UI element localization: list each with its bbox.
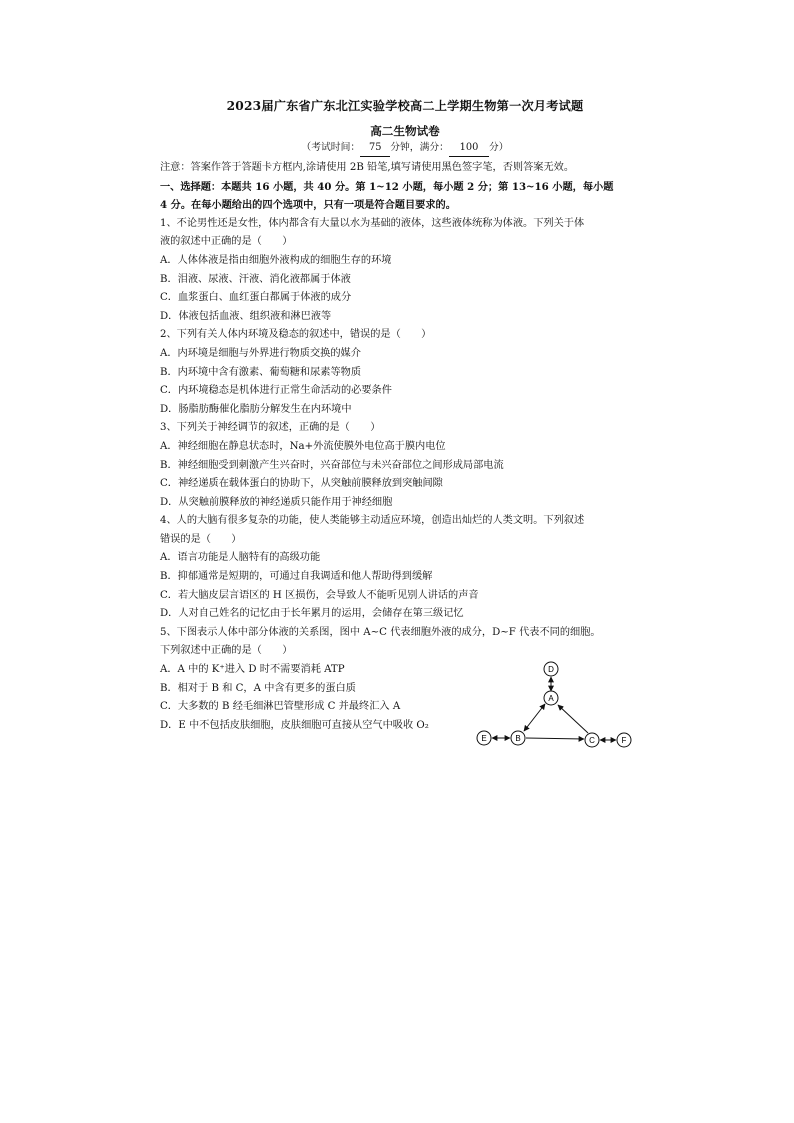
svg-text:E: E [481,734,487,744]
node-a [544,691,558,705]
exam-score-value: 100 [449,140,489,157]
option-d: D．从突触前膜释放的神经递质只能作用于神经细胞 [160,496,393,508]
arrow-c-a [558,705,588,733]
exam-info [160,140,650,157]
arrow-b-c [526,738,584,739]
section1-line2: 4 分。在每小题给出的四个选项中，只有一项是符合题目要求的。 [160,199,456,212]
option-a: A．神经细胞在静息状态时，Na+外流使膜外电位高于膜内电位 [160,440,446,452]
node-d [544,662,558,676]
node-b [511,731,525,745]
question-1 [160,215,650,327]
option-a: A．人体体液是指由细胞外液构成的细胞生存的环境 [160,254,392,266]
question-stem-line: 错误的是（ ） [160,533,242,545]
question-4 [160,512,650,624]
svg-text:F: F [621,736,627,746]
svg-text:D: D [548,665,554,675]
option-d: D．E 中不包括皮肤细胞，皮肤细胞可直接从空气中吸收 O₂ [160,719,429,731]
option-d: D．体液包括血液、组织液和淋巴液等 [160,310,332,322]
exam-info-prefix: （考试时间： [301,142,361,153]
exam-content [160,96,650,746]
option-a: A．内环境是细胞与外界进行物质交换的媒介 [160,347,361,359]
question-stem-line: 下列叙述中正确的是（ ） [160,645,293,657]
paper-subtitle: 高二生物试卷 [370,124,440,138]
section1-line1: 一、选择题：本题共 16 小题，共 40 分。第 1~12 小题，每小题 2 分；第 13~16 小题，每小题 [160,180,614,193]
option-b: B．泪液、尿液、汗液、消化液都属于体液 [160,273,351,285]
body-fluid-diagram [476,661,634,753]
option-b: B．内环境中含有激素、葡萄糖和尿素等物质 [160,366,362,378]
option-b: B．抑郁通常是短期的，可通过自我调适和他人帮助得到缓解 [160,571,433,583]
option-c: C．内环境稳态是机体进行正常生命活动的必要条件 [160,385,392,397]
question-stem-line: 4、人的大脑有很多复杂的功能，使人类能够主动适应环境，创造出灿烂的人类文明。下列叙述 [160,515,585,527]
option-c: C．若大脑皮层言语区的 H 区损伤，会导致人不能听见别人讲话的声音 [160,589,479,601]
exam-info-suffix: 分） [488,142,509,153]
exam-info-mid: 分钟，满分： [390,142,449,153]
option-d: D．肠脂肪酶催化脂肪分解发生在内环境中 [160,403,352,415]
option-c: C．神经递质在载体蛋白的协助下，从突触前膜释放到突触间隙 [160,478,443,490]
question-stem-line: 液的叙述中正确的是（ ） [160,236,293,248]
svg-text:C: C [589,736,595,746]
question-3 [160,419,650,512]
node-e [477,731,491,745]
node-c [585,733,599,747]
exam-title: 2023届广东省广东北江实验学校高二上学期生物第一次月考试题 [226,99,584,113]
arrow-a-b [524,704,545,731]
option-b: B．相对于 B 和 C，A 中含有更多的蛋白质 [160,682,356,694]
question-stem-line: 5、下图表示人体中部分体液的关系图，图中 A~C 代表细胞外液的成分，D~F 代表不同的细胞。 [160,626,601,638]
option-d: D．人对自己姓名的记忆由于长年累月的运用，会储存在第三级记忆 [160,608,464,620]
option-c: C．大多数的 B 经毛细淋巴管壁形成 C 并最终汇入 A [160,701,401,713]
option-a: A．A 中的 K⁺进入 D 时不需要消耗 ATP [160,664,345,676]
question-5 [160,624,650,746]
svg-text:B: B [515,734,521,744]
question-stem-line: 3、下列关于神经调节的叙述，正确的是（ ） [160,422,381,434]
option-a: A．语言功能是人脑特有的高级功能 [160,552,321,564]
question-2 [160,326,650,419]
question-5-body [160,661,650,746]
svg-text:A: A [548,694,554,704]
option-b: B．神经细胞受到刺激产生兴奋时，兴奋部位与未兴奋部位之间形成局部电流 [160,459,504,471]
node-f [617,733,631,747]
notice: 注意：答案作答于答题卡方框内,涂请使用 2B 铅笔,填写请使用黑色签字笔，否则答案无效。 [160,162,575,173]
exam-time-value: 75 [360,140,390,157]
question-stem-line: 2、下列有关人体内环境及稳态的叙述中，错误的是（ ） [160,329,432,341]
option-c: C．血浆蛋白、血红蛋白都属于体液的成分 [160,292,352,304]
question-stem-line: 1、不论男性还是女性，体内都含有大量以水为基础的液体，这些液体统称为体液。下列关于体 [160,217,585,229]
